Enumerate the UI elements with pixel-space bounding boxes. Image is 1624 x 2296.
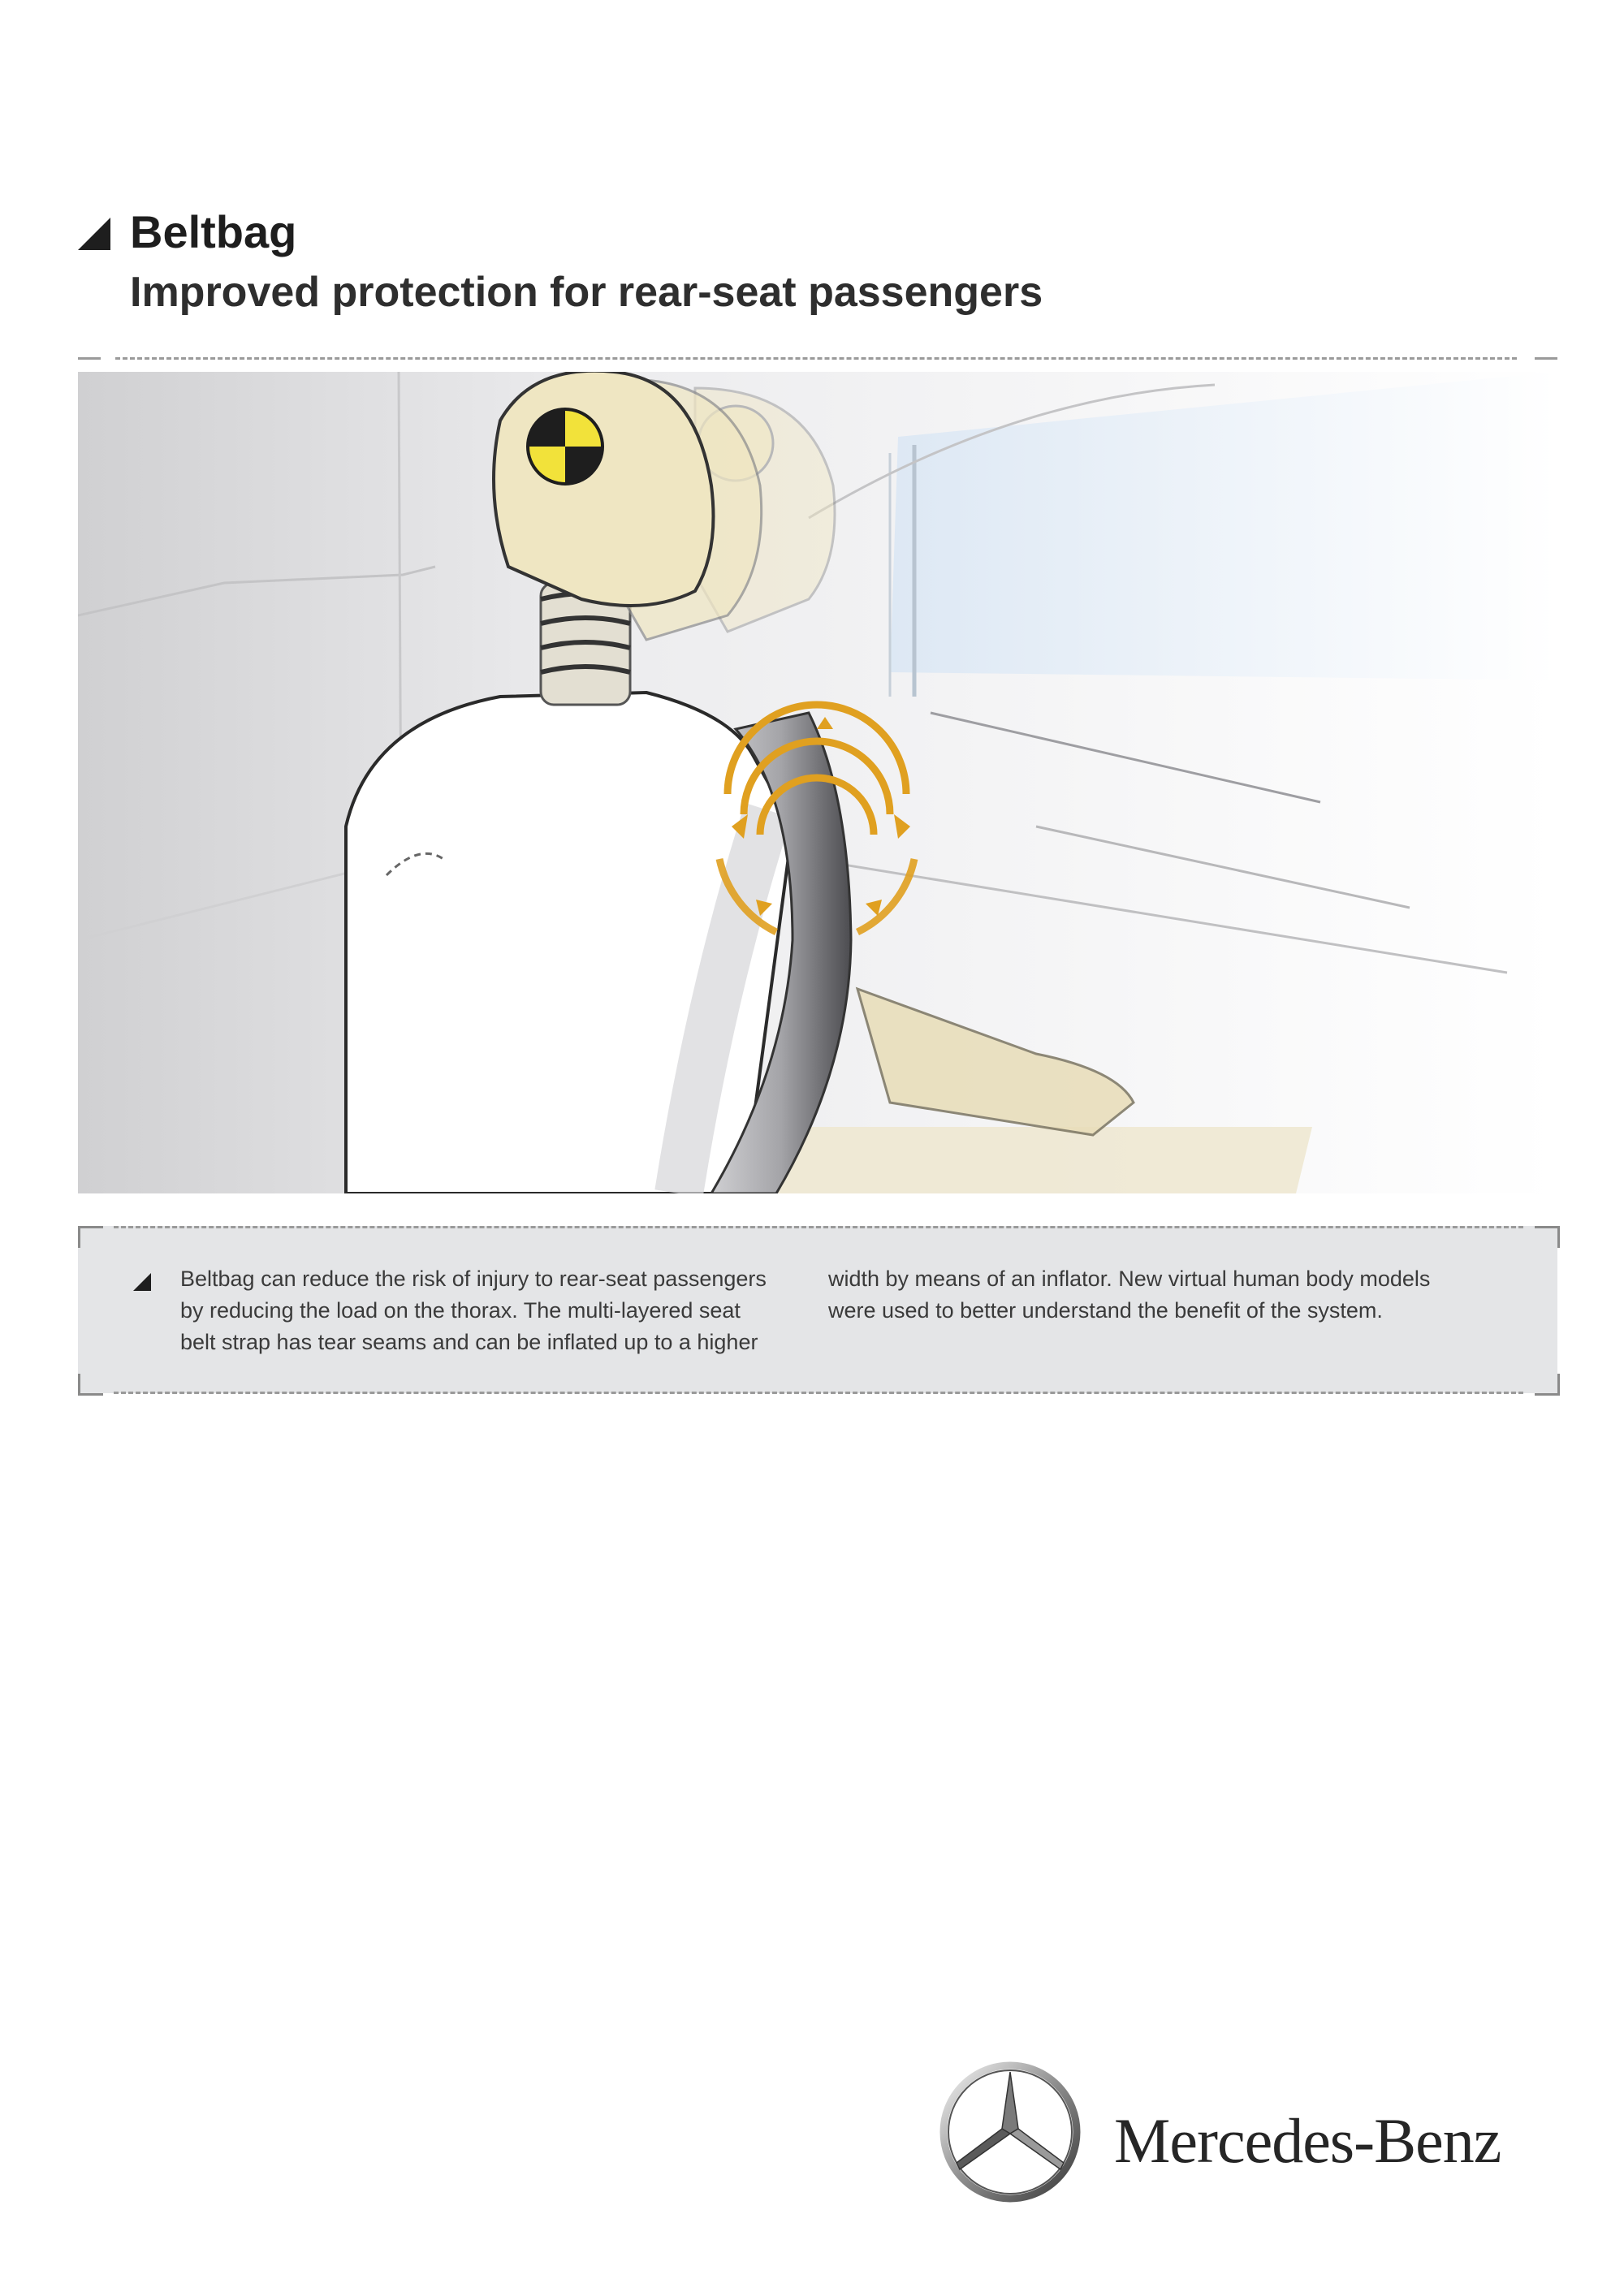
rule-left-cap <box>78 357 101 360</box>
mercedes-star-icon <box>939 2061 1082 2203</box>
caption-line: were used to better understand the benefit of the system. <box>828 1298 1383 1323</box>
dummy-head <box>494 372 714 606</box>
caption-line: belt strap has tear seams and can be inflated up to a higher <box>180 1330 758 1354</box>
page-title: Beltbag <box>130 206 297 257</box>
rule-right-cap <box>1535 357 1557 360</box>
caption-triangle-icon <box>133 1273 151 1291</box>
beltbag-illustration <box>78 372 1556 1193</box>
title-triangle-icon <box>78 218 110 250</box>
crash-test-target <box>528 409 603 484</box>
corner-bracket-bottom-right <box>1535 1374 1560 1396</box>
top-dashed-rule <box>115 357 1517 360</box>
caption-line: Beltbag can reduce the risk of injury to rear-seat passengers <box>180 1267 767 1291</box>
corner-bracket-bottom-left <box>78 1374 103 1396</box>
page-subtitle: Improved protection for rear-seat passengers <box>130 269 1043 316</box>
brand-wordmark: Mercedes-Benz <box>1114 2105 1501 2176</box>
corner-bracket-top-right <box>1535 1226 1560 1248</box>
caption-top-dashed-rule <box>114 1226 1523 1228</box>
caption-column-2 <box>828 1263 1478 1327</box>
corner-bracket-top-left <box>78 1226 103 1248</box>
caption-column-1 <box>180 1263 797 1358</box>
caption-line: by reducing the load on the thorax. The multi-layered seat <box>180 1298 741 1323</box>
caption-bottom-dashed-rule <box>114 1392 1523 1394</box>
caption-line: width by means of an inflator. New virtual human body models <box>828 1267 1431 1291</box>
